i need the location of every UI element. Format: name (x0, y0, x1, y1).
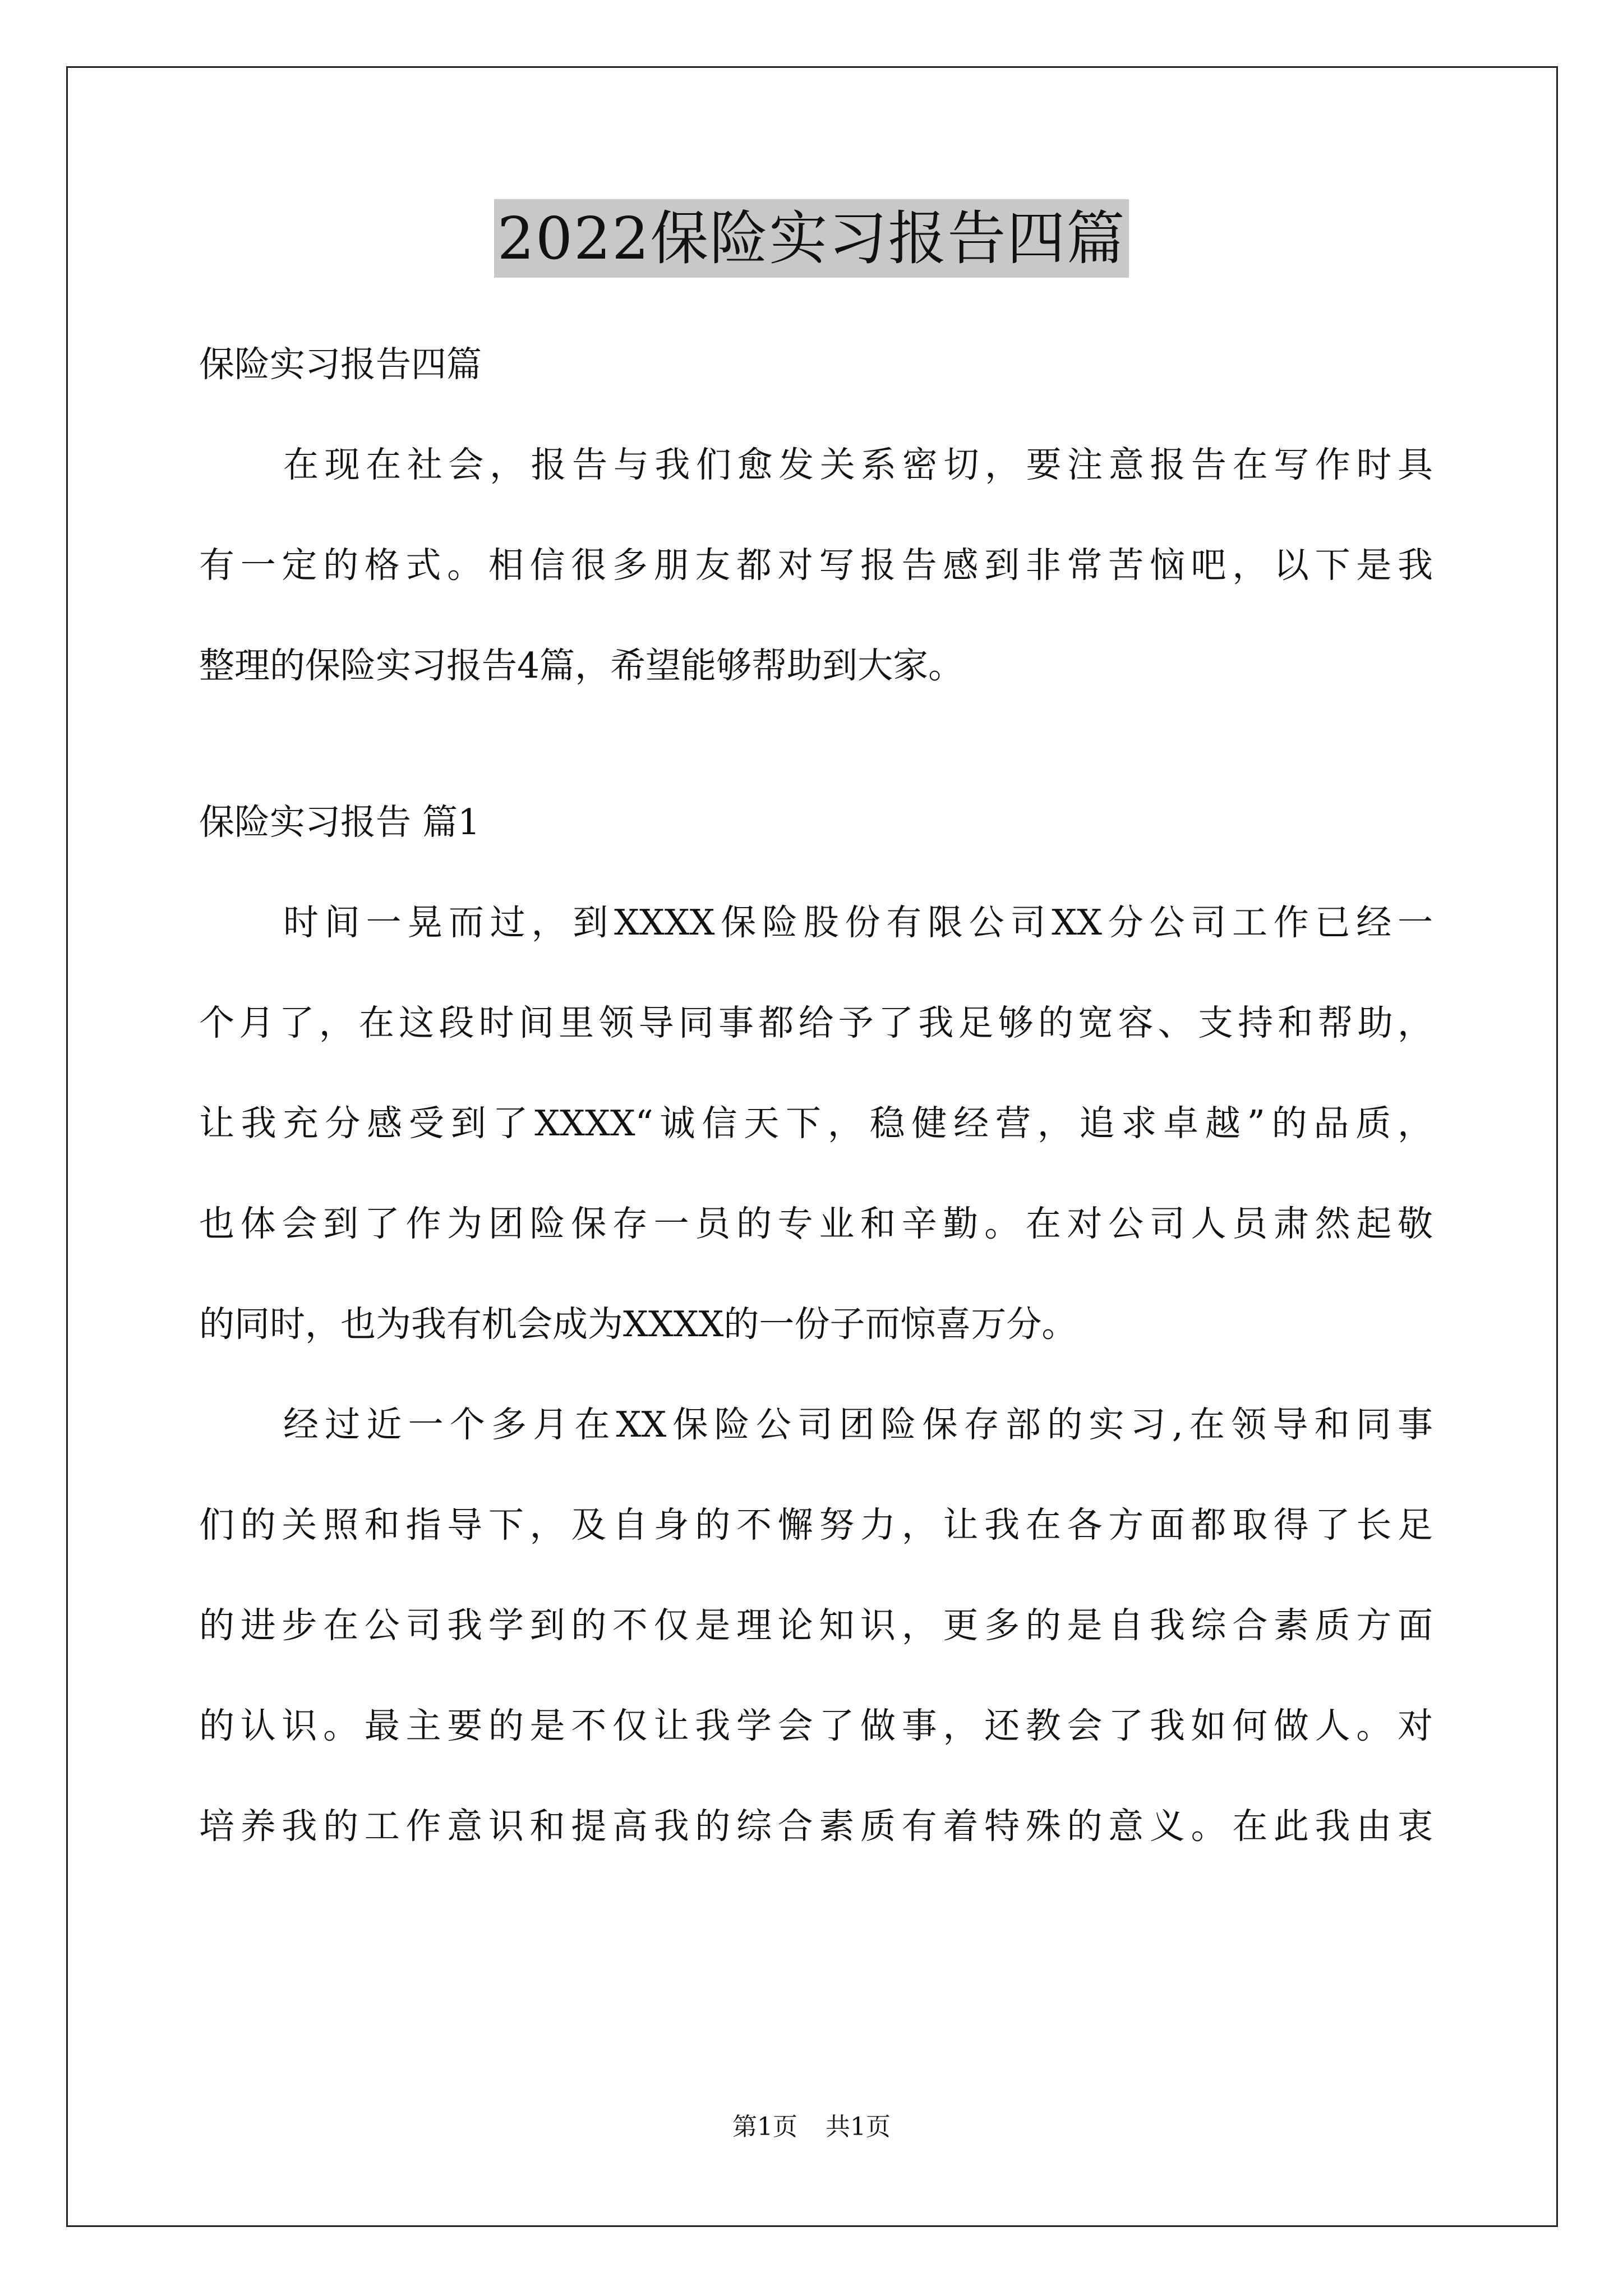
paragraph-line: 让我充分感受到了XXXX“诚信天下，稳健经营，追求卓越”的品质， (199, 1103, 1433, 1144)
intro-line: 整理的保险实习报告4篇，希望能够帮助到大家。 (199, 645, 964, 686)
page-total: 共1页 (826, 2113, 891, 2141)
section-heading: 保险实习报告 篇1 (199, 802, 481, 843)
paragraph-line: 培养我的工作意识和提高我的综合素质有着特殊的意义。在此我由衷 (199, 1806, 1433, 1847)
document-title: 2022保险实习报告四篇 (494, 199, 1129, 278)
paragraph-line: 的认识。最主要的是不仅让我学会了做事，还教会了我如何做人。对 (199, 1705, 1433, 1746)
paragraph-line: 的同时，也为我有机会成为XXXX的一份子而惊喜万分。 (199, 1304, 1077, 1345)
paragraph-line: 们的关照和指导下，及自身的不懈努力，让我在各方面都取得了长足 (199, 1504, 1433, 1545)
paragraph-line: 时间一晃而过，到XXXX保险股份有限公司XX分公司工作已经一 (283, 902, 1433, 943)
document-body (199, 314, 1433, 1876)
title-area (0, 199, 1623, 278)
intro-line: 有一定的格式。相信很多朋友都对写报告感到非常苦恼吧，以下是我 (199, 545, 1433, 586)
intro-line: 在现在社会，报告与我们愈发关系密切，要注意报告在写作时具 (283, 444, 1433, 485)
page-number: 第1页 (732, 2113, 797, 2141)
paragraph-line: 经过近一个多月在XX保险公司团险保存部的实习,在领导和同事 (283, 1404, 1433, 1445)
paragraph-line: 也体会到了作为团险保存一员的专业和辛勤。在对公司人员肃然起敬 (199, 1203, 1433, 1244)
page-footer (0, 2106, 1623, 2142)
subtitle: 保险实习报告四篇 (199, 344, 482, 385)
paragraph-line: 的进步在公司我学到的不仅是理论知识，更多的是自我综合素质方面 (199, 1605, 1433, 1646)
section-spacer (199, 716, 1433, 772)
paragraph-line: 个月了，在这段时间里领导同事都给予了我足够的宽容、支持和帮助， (199, 1002, 1433, 1043)
